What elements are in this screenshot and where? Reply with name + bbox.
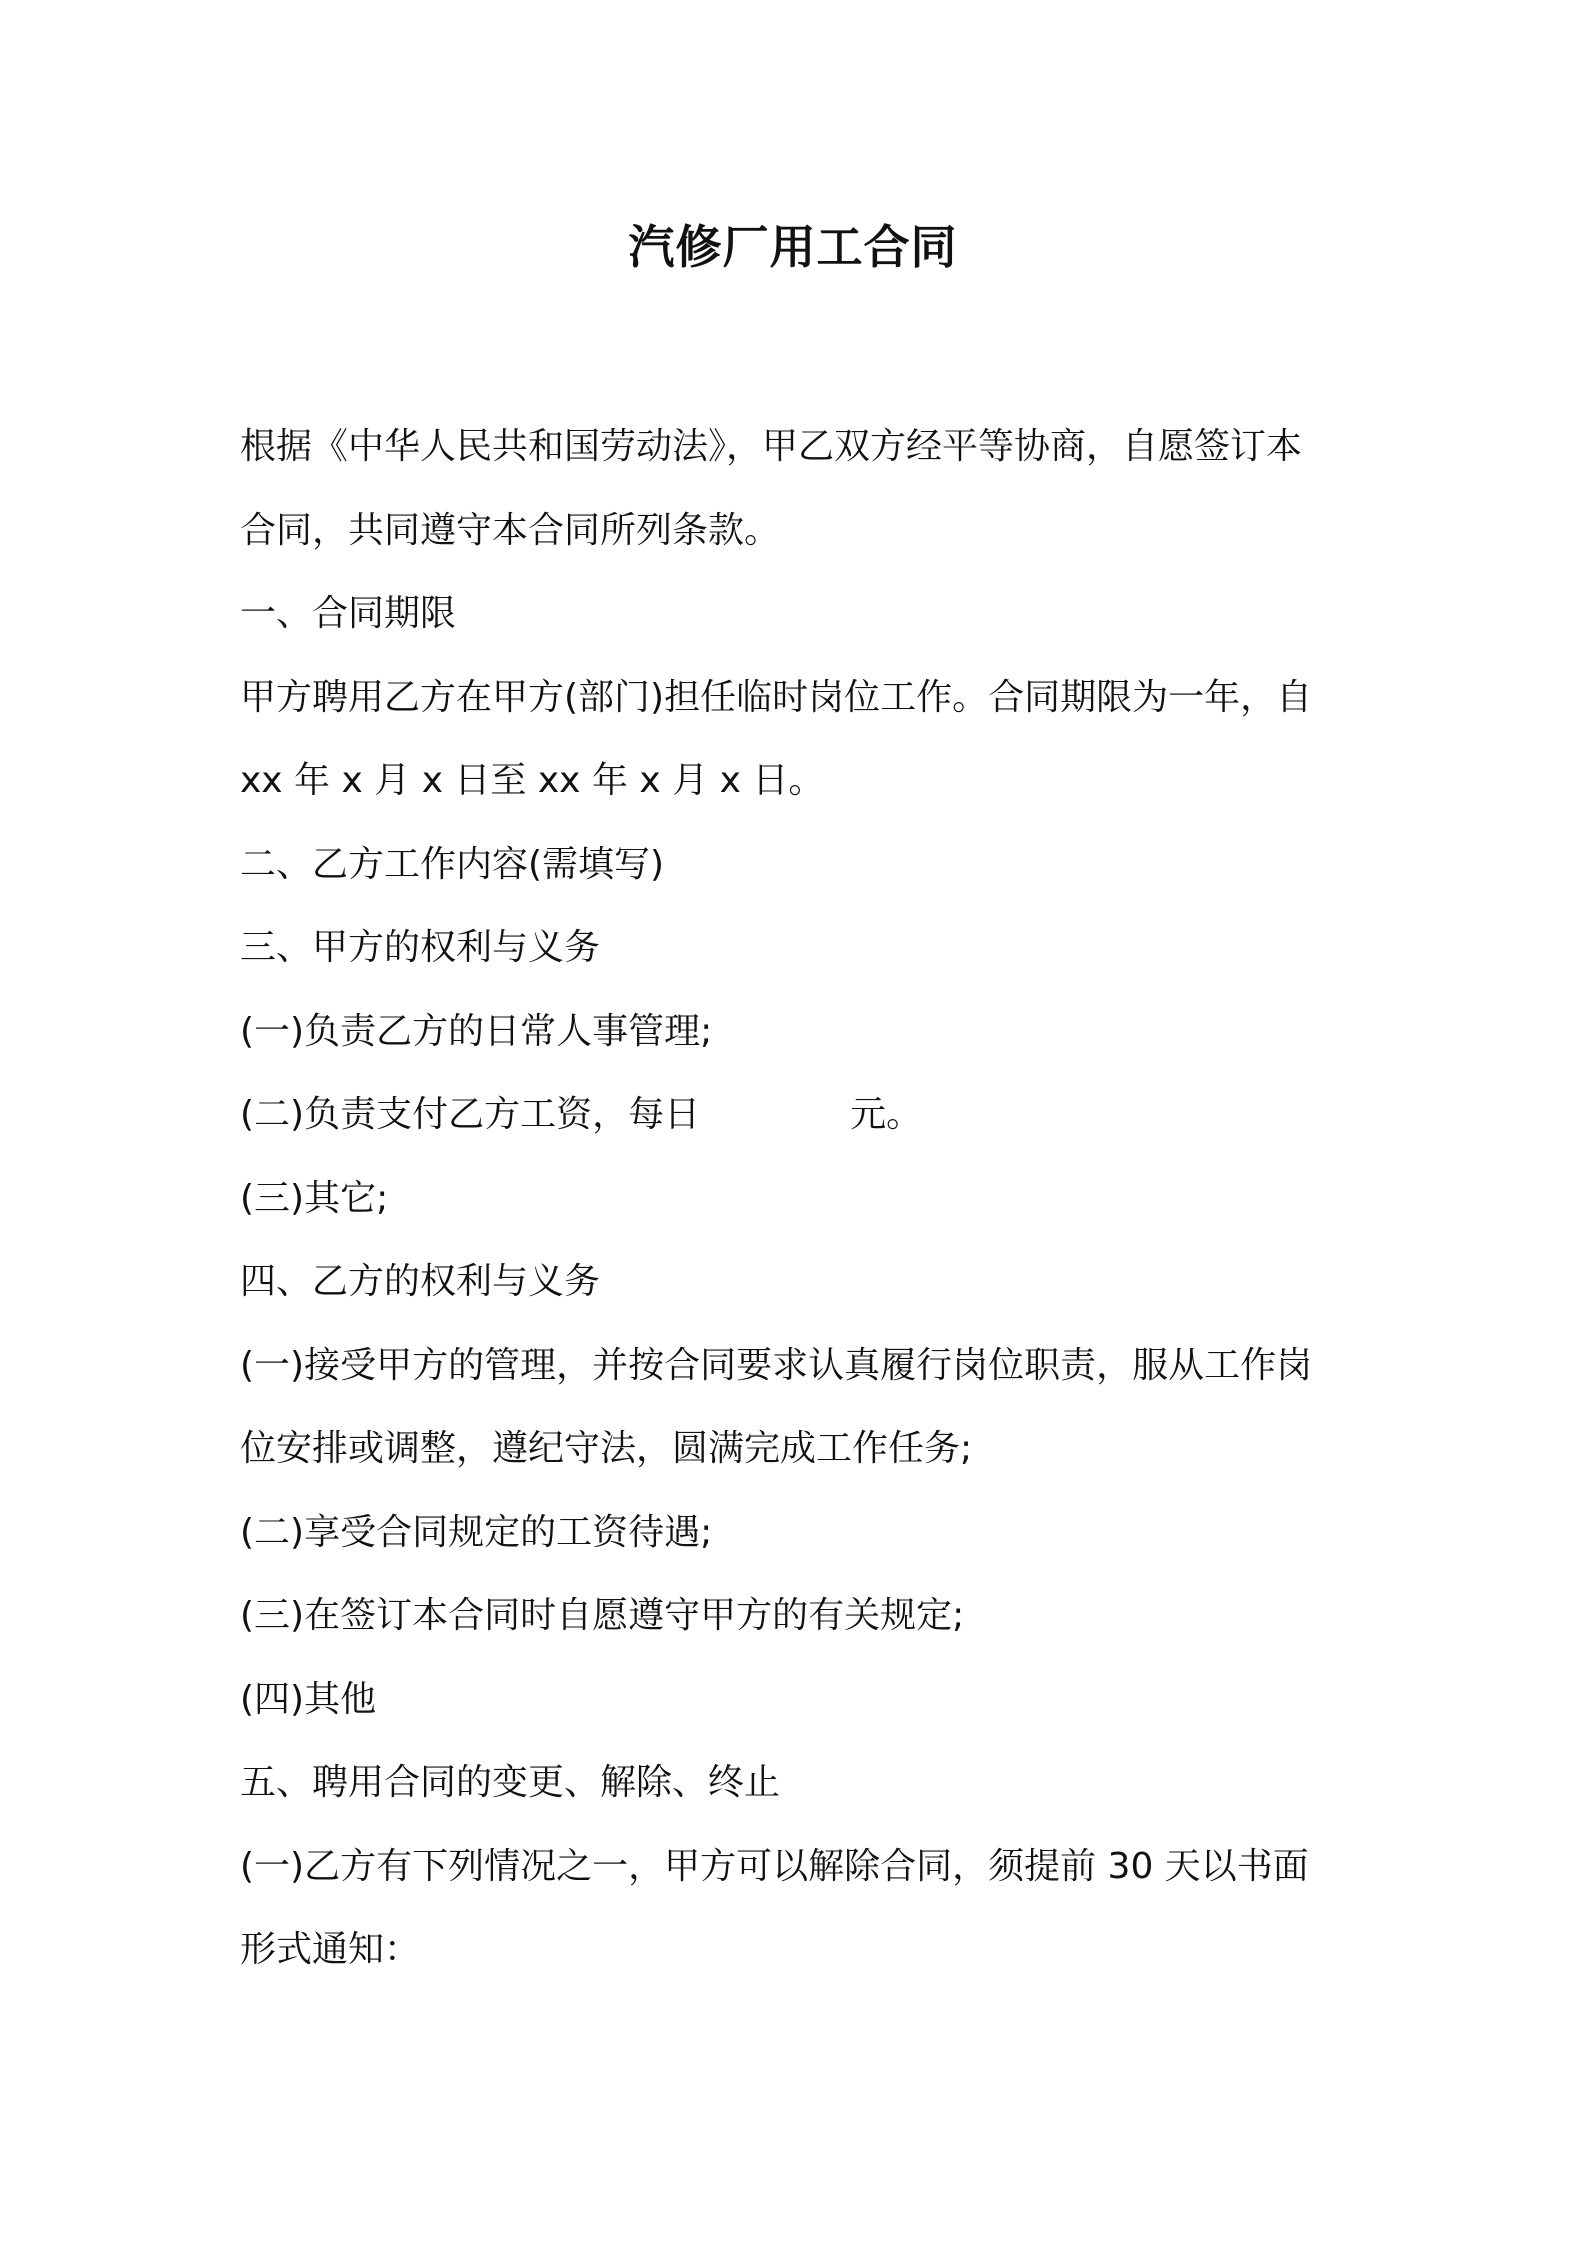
party-a-item-1: (一)负责乙方的日常人事管理; xyxy=(240,1010,713,1052)
section-term-text-1: 甲方聘用乙方在甲方(部门)担任临时岗位工作。合同期限为一年，自 xyxy=(240,676,1313,718)
document-title: 汽修厂用工合同 xyxy=(628,220,958,274)
intro-line-1: 根据《中华人民共和国劳动法》，甲乙双方经平等协商，自愿签订本 xyxy=(240,426,1303,467)
party-a-item-2-text: (二)负责支付乙方工资，每日 xyxy=(240,1094,701,1135)
party-b-item-4: (四)其他 xyxy=(240,1678,377,1720)
section-heading-party-b: 四、乙方的权利与义务 xyxy=(240,1261,601,1302)
section-term-text-2: xx 年 x 月 x 日至 xx 年 x 月 x 日。 xyxy=(240,760,825,801)
party-a-item-2 xyxy=(240,1073,1350,1157)
party-b-item-3: (三)在签订本合同时自愿遵守甲方的有关规定; xyxy=(240,1595,965,1636)
section-heading-term: 一、合同期限 xyxy=(240,593,457,634)
party-a-item-3: (三)其它; xyxy=(240,1177,389,1219)
intro-line-2: 合同，共同遵守本合同所列条款。 xyxy=(240,509,781,551)
termination-item-1-line-2: 形式通知： xyxy=(240,1929,421,1970)
party-a-item-2-unit: 元。 xyxy=(850,1094,923,1135)
section-heading-party-a: 三、甲方的权利与义务 xyxy=(240,927,601,968)
termination-item-1-line-1: (一)乙方有下列情况之一，甲方可以解除合同，须提前 30 天以书面 xyxy=(240,1845,1309,1887)
document-body xyxy=(240,405,1350,1992)
section-heading-change-termination: 五、聘用合同的变更、解除、终止 xyxy=(240,1762,781,1803)
section-heading-work-content: 二、乙方工作内容(需填写) xyxy=(240,843,665,885)
party-b-item-1-line-1: (一)接受甲方的管理，并按合同要求认真履行岗位职责，服从工作岗 xyxy=(240,1344,1313,1386)
party-b-item-2: (二)享受合同规定的工资待遇; xyxy=(240,1511,713,1553)
party-b-item-1-line-2: 位安排或调整，遵纪守法，圆满完成工作任务; xyxy=(240,1428,973,1469)
